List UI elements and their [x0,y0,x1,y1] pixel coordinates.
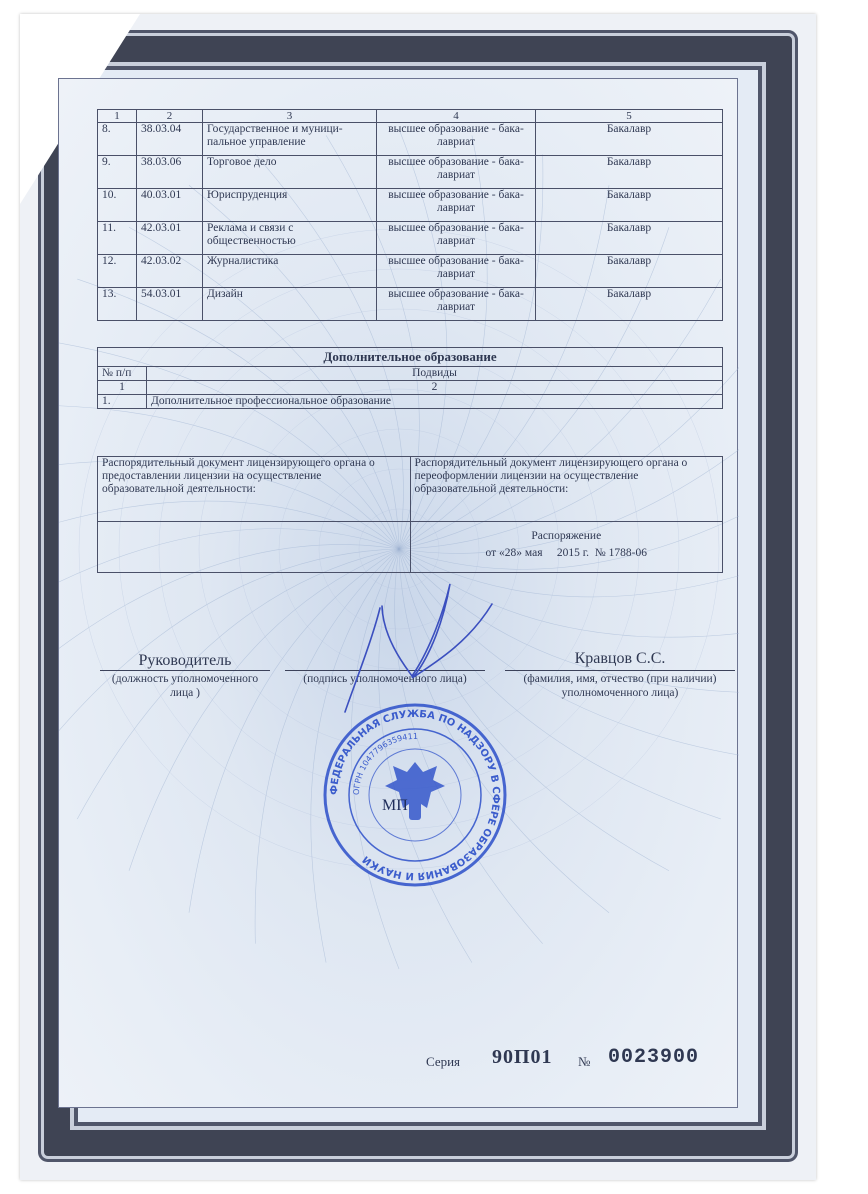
table-row [98,189,723,222]
order-details: от «28» мая 2015 г. № 1788-06 [485,547,647,559]
position-caption: (должность уполномоченного лица ) [111,673,259,699]
seal-inner-text: ОГРН 1047796359411 [351,731,419,796]
row-number: 9. [98,156,137,189]
table-row [98,457,723,522]
row-number: 11. [98,222,137,255]
qualification: Бакалавр [536,255,723,288]
position-title: Руководитель [138,652,232,669]
table-title-row [98,348,723,367]
header-cell: 2 [147,381,723,395]
education-level: высшее образование - бака-лавриат [377,189,536,222]
row-number: 13. [98,288,137,321]
specialty-code: 38.03.04 [137,123,203,156]
row-number: 8. [98,123,137,156]
table-title: Дополнительное образование [98,348,723,367]
reissuance-document-value [410,522,723,573]
header-cell: 1 [98,110,137,123]
position-line [100,670,270,671]
table-row [98,255,723,288]
row-number: 1. [98,395,147,409]
specialty-name: Государственное и муници-пальное управление [203,123,377,156]
order-type: Распоряжение [531,530,602,542]
signature-line [285,670,485,671]
education-level: высшее образование - бака-лавриат [377,123,536,156]
official-seal [320,700,510,890]
name-caption: (фамилия, имя, отчество (при наличии) уполномоченного лица) [523,673,717,699]
specialty-code: 42.03.02 [137,255,203,288]
education-level: высшее образование - бака-лавриат [377,255,536,288]
table-row [98,395,723,409]
number-label: № [578,1054,591,1069]
specialty-code: 42.03.01 [137,222,203,255]
education-level: высшее образование - бака-лавриат [377,156,536,189]
qualification: Бакалавр [536,156,723,189]
series-value: 90П01 [492,1046,553,1068]
table-row [98,156,723,189]
table-row [98,123,723,156]
specialty-code: 40.03.01 [137,189,203,222]
seal-outer-text: ФЕДЕРАЛЬНАЯ СЛУЖБА ПО НАДЗОРУ В СФЕРЕ ОБРАЗОВАНИЯ И НАУКИ [328,708,502,882]
table-number-row [98,381,723,395]
header-cell: 5 [536,110,723,123]
specialties-table [97,109,723,321]
row-number: 10. [98,189,137,222]
header-cell: 4 [377,110,536,123]
specialty-name: Реклама и связи с общественностью [203,222,377,255]
additional-education-table [97,347,723,409]
table-row [98,222,723,255]
header-cell: № п/п [98,367,147,381]
header-cell: 1 [98,381,147,395]
header-cell: 3 [203,110,377,123]
issuance-document-value [98,522,411,573]
education-subtype: Дополнительное профессиональное образование [147,395,723,409]
table-row [98,288,723,321]
specialty-code: 54.03.01 [137,288,203,321]
specialty-name: Дизайн [203,288,377,321]
seal-mp-label: МП [382,797,408,814]
name-line [505,670,735,671]
specialty-code: 38.03.06 [137,156,203,189]
specialty-name: Журналистика [203,255,377,288]
specialty-name: Торговое дело [203,156,377,189]
table-header-row [98,367,723,381]
signature-caption: (подпись уполномоченного лица) [303,673,467,685]
signatory-name: Кравцов С.С. [574,650,666,667]
header-cell: 2 [137,110,203,123]
row-number: 12. [98,255,137,288]
education-level: высшее образование - бака-лавриат [377,222,536,255]
series-label: Серия [426,1054,461,1069]
table-header-row [98,110,723,123]
header-cell: Подвиды [147,367,723,381]
specialty-name: Юриспруденция [203,189,377,222]
qualification: Бакалавр [536,189,723,222]
qualification: Бакалавр [536,288,723,321]
form-number: 0023900 [608,1046,700,1069]
qualification: Бакалавр [536,123,723,156]
table-row [98,522,723,573]
education-level: высшее образование - бака-лавриат [377,288,536,321]
reissuance-document-label: Распорядительный документ лицензирующего органа о переоформлении лицензии на осуществление образовательной деятельности: [410,457,723,522]
issuance-document-label: Распорядительный документ лицензирующего органа о предоставлении лицензии на осуществление образовательной деятельности: [98,457,411,522]
administrative-documents-table [97,456,723,573]
qualification: Бакалавр [536,222,723,255]
